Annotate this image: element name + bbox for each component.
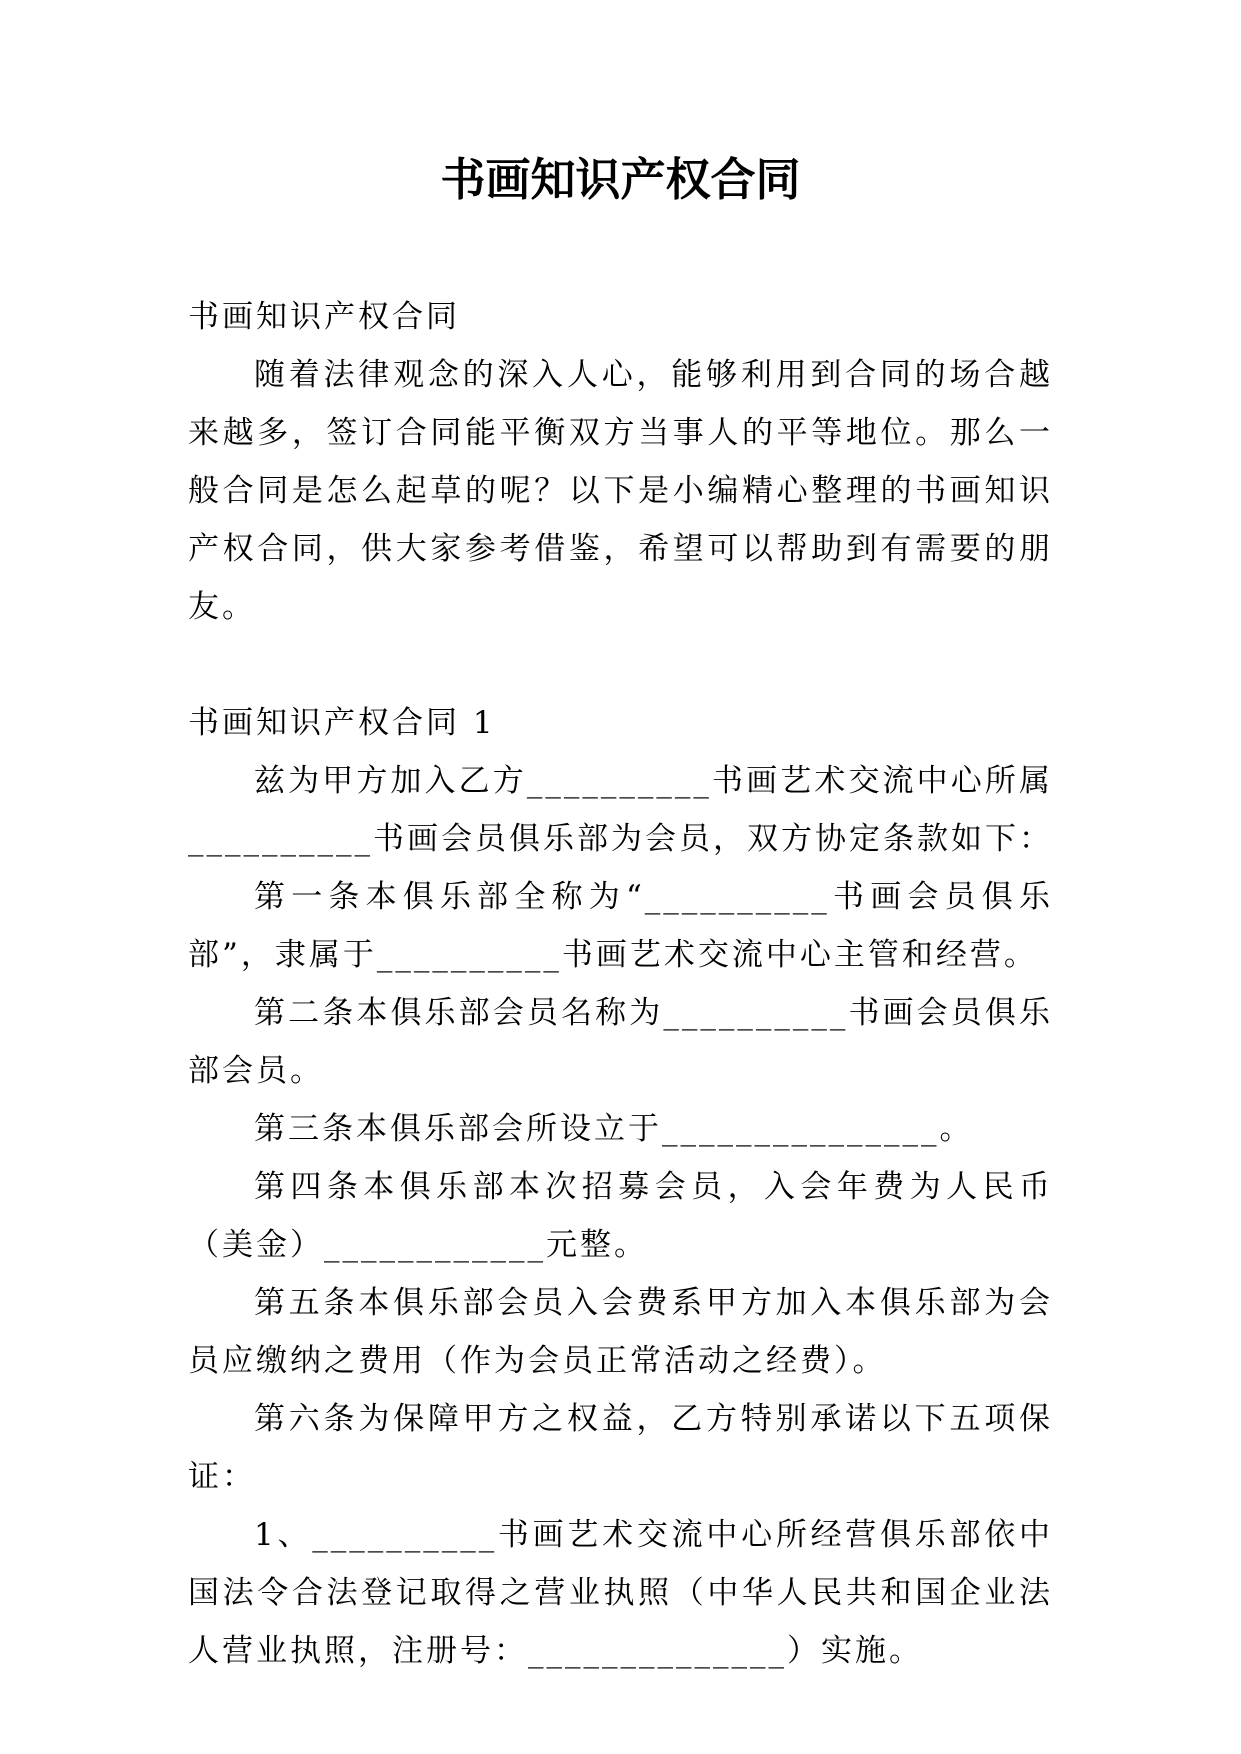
clause-6: 第六条为保障甲方之权益，乙方特别承诺以下五项保证： <box>188 1401 1053 1495</box>
clause-4: 第四条本俱乐部本次招募会员，入会年费为人民币（美金）____________元整。 <box>188 1169 1053 1263</box>
clause-1: 第一条本俱乐部全称为“__________书画会员俱乐部”，隶属于__________书画艺术交流中心主管和经营。 <box>188 879 1053 973</box>
section-heading: 书画知识产权合同 1 <box>188 705 496 741</box>
clause-3: 第三条本俱乐部会所设立于_______________。 <box>254 1111 974 1147</box>
clause-preamble: 兹为甲方加入乙方__________书画艺术交流中心所属__________书画会员俱乐部为会员，双方协定条款如下： <box>188 763 1053 857</box>
document-title: 书画知识产权合同 <box>440 153 801 206</box>
intro-heading: 书画知识产权合同 <box>188 299 460 335</box>
document-body <box>188 288 1053 1680</box>
clause-2: 第二条本俱乐部会员名称为__________书画会员俱乐部会员。 <box>188 995 1053 1089</box>
clause-6-item-1: 1、__________书画艺术交流中心所经营俱乐部依中国法令合法登记取得之营业执照（中华人民共和国企业法人营业执照，注册号：______________）实施。 <box>188 1517 1053 1669</box>
intro-paragraph: 随着法律观念的深入人心，能够利用到合同的场合越来越多，签订合同能平衡双方当事人的平等地位。那么一般合同是怎么起草的呢？以下是小编精心整理的书画知识产权合同，供大家参考借鉴，希望可以帮助到有需要的朋友。 <box>188 357 1053 625</box>
clause-5: 第五条本俱乐部会员入会费系甲方加入本俱乐部为会员应缴纳之费用（作为会员正常活动之经费）。 <box>188 1285 1053 1379</box>
